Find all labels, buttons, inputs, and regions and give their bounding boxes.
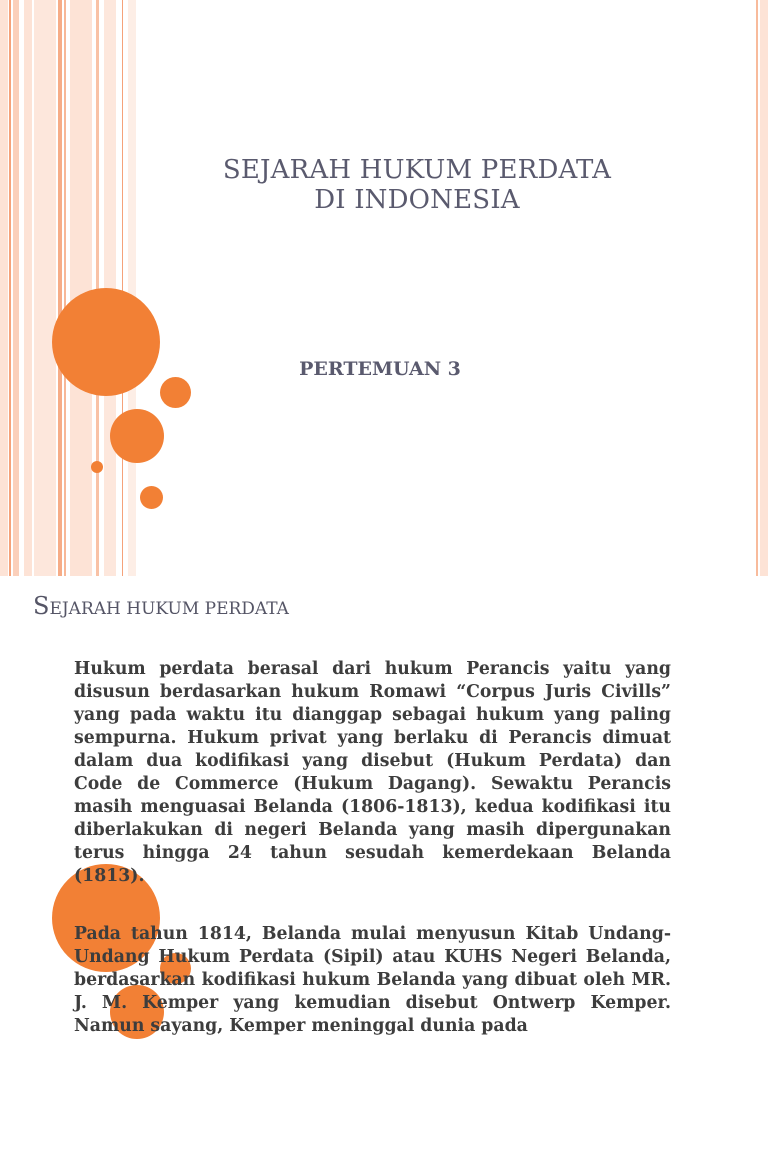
decor-stripe [24, 0, 32, 576]
decor-stripe [70, 0, 92, 576]
decor-stripe [9, 0, 11, 576]
decor-stripe [64, 0, 66, 576]
decor-circle-small [160, 377, 191, 408]
decor-circle-large [52, 288, 160, 396]
body-paragraph: Pada tahun 1814, Belanda mulai menyusun Kitab Undang-Undang Hukum Perdata (Sipil) atau KUHS Negeri Belanda, berdasarkan kodifikasi hukum Belanda yang dibuat oleh MR. J. M. Kemper yang kemudian disebut Ontwerp Kemper. Namun sayang, Kemper meninggal dunia pada [74, 924, 671, 1036]
decor-stripe [0, 0, 8, 576]
slide-subtitle: PERTEMUAN 3 [299, 358, 461, 380]
content-slide [0, 576, 768, 1152]
body-paragraph: Hukum perdata berasal dari hukum Perancis yaitu yang disusun berdasarkan hukum Romawi “Corpus Juris Civills” yang pada waktu itu dianggap sebagai hukum yang paling sempurna. Hukum privat yang berlaku di Perancis dimuat dalam dua kodifikasi yang disebut (Hukum Perdata) dan Code de Commerce (Hukum Dagang). Sewaktu Perancis masih menguasai Belanda (1806-1813), kedua kodifikasi itu diberlakukan di negeri Belanda yang masih dipergunakan terus hingga 24 tahun sesudah kemerdekaan Belanda (1813). [74, 659, 671, 886]
decor-stripe [34, 0, 56, 576]
slide-title-line: SEJARAH HUKUM PERDATA [222, 155, 612, 185]
decor-stripe [13, 0, 19, 576]
slide-title-line: DI INDONESIA [314, 185, 520, 215]
decor-stripe [128, 0, 136, 576]
decor-circle-tiny [91, 461, 103, 473]
decor-stripe [122, 0, 123, 576]
heading-initial: S [33, 592, 50, 620]
heading-rest: EJARAH HUKUM PERDATA [49, 599, 289, 619]
decor-circle-medium [110, 409, 164, 463]
section-heading [33, 592, 289, 620]
decor-circle-small [140, 486, 163, 509]
decor-stripe [58, 0, 62, 576]
slide-title [150, 155, 684, 215]
decor-stripe-right [760, 0, 768, 576]
decor-stripe-right [756, 0, 758, 576]
